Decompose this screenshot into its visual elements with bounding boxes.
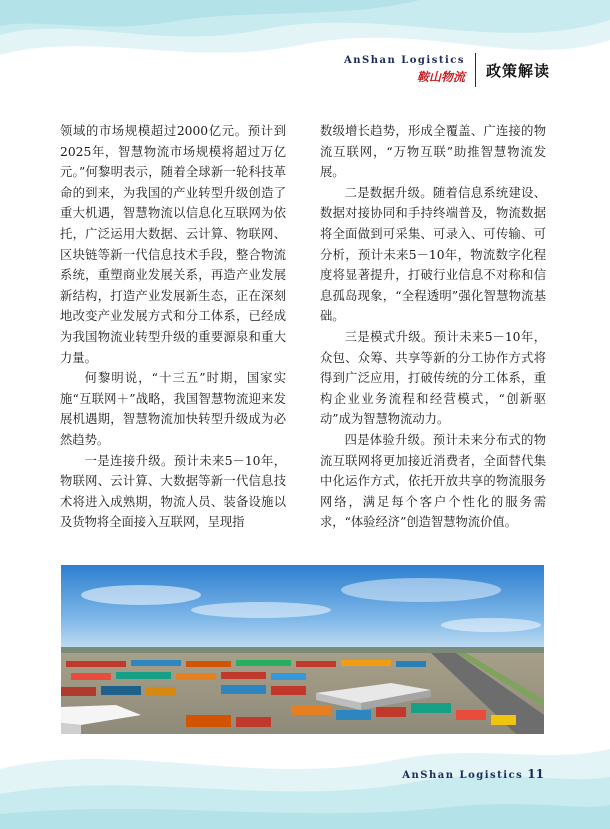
paragraph: 数级增长趋势，形成全覆盖、广连接的物流互联网，“万物互联”助推智慧物流发展。 — [320, 124, 546, 180]
article-column-right — [320, 121, 546, 533]
paragraph: 一是连接升级。预计未来5－10年，物联网、云计算、大数据等新一代信息技术将进入成熟期，物流人员、装备设施以及货物将全面接入互联网，呈现指 — [60, 453, 286, 530]
magazine-brand — [344, 55, 465, 85]
magazine-name-en: AnShan Logistics — [343, 55, 465, 66]
logistics-yard-photo — [61, 565, 544, 734]
article-column-left — [60, 121, 286, 533]
paragraph: 二是数据升级。随着信息系统建设、数据对接协同和手持终端普及，物流数据将全面做到可采集、可录入、可传输、可分析，预计未来5－10年，物流数字化程度将显著提升，打破行业信息不对称和信息孤岛现象，“全程透明”强化智慧物流基础。 — [320, 185, 546, 324]
paragraph: 领域的市场规模超过2000亿元。预计到2025年，智慧物流市场规模将超过万亿元。”何黎明表示，随着全球新一轮科技革命的到来，为我国的产业转型升级创造了重大机遇，智慧物流以信息化互联网为依托，广泛运用大数据、云计算、物联网、区块链等新一代信息技术手段，整合物流系统，重塑商业发展关系，再造产业发展新结构，打造产业发展新生态，正在深刻地改变产业发展方式和分工体系，已经成为我国物流业转型升级的重要源泉和重大力量。 — [60, 124, 286, 365]
section-title: 政策解读 — [485, 61, 550, 80]
paragraph: 三是模式升级。预计未来5－10年，众包、众筹、共享等新的分工协作方式将得到广泛应用，打破传统的分工体系，重构企业业务流程和经营模式，“创新驱动”成为智慧物流动力。 — [320, 329, 546, 427]
footer-magazine-name: AnShan Logistics — [402, 770, 524, 781]
page-footer — [402, 767, 544, 781]
page-header — [344, 52, 550, 88]
paragraph: 四是体验升级。预计未来分布式的物流互联网将更加接近消费者，全面替代集中化运作方式，依托开放共享的物流服务网络，满足每个客户个性化的服务需求，“体验经济”创造智慧物流价值。 — [320, 432, 546, 530]
header-divider — [475, 53, 476, 87]
magazine-name-cn: 鞍山物流 — [416, 70, 465, 84]
paragraph: 何黎明说，“十三五”时期，国家实施“互联网＋”战略，我国智慧物流迎来发展机遇期，智慧物流加快转型升级成为必然趋势。 — [60, 371, 286, 447]
page-number: 11 — [527, 767, 544, 781]
